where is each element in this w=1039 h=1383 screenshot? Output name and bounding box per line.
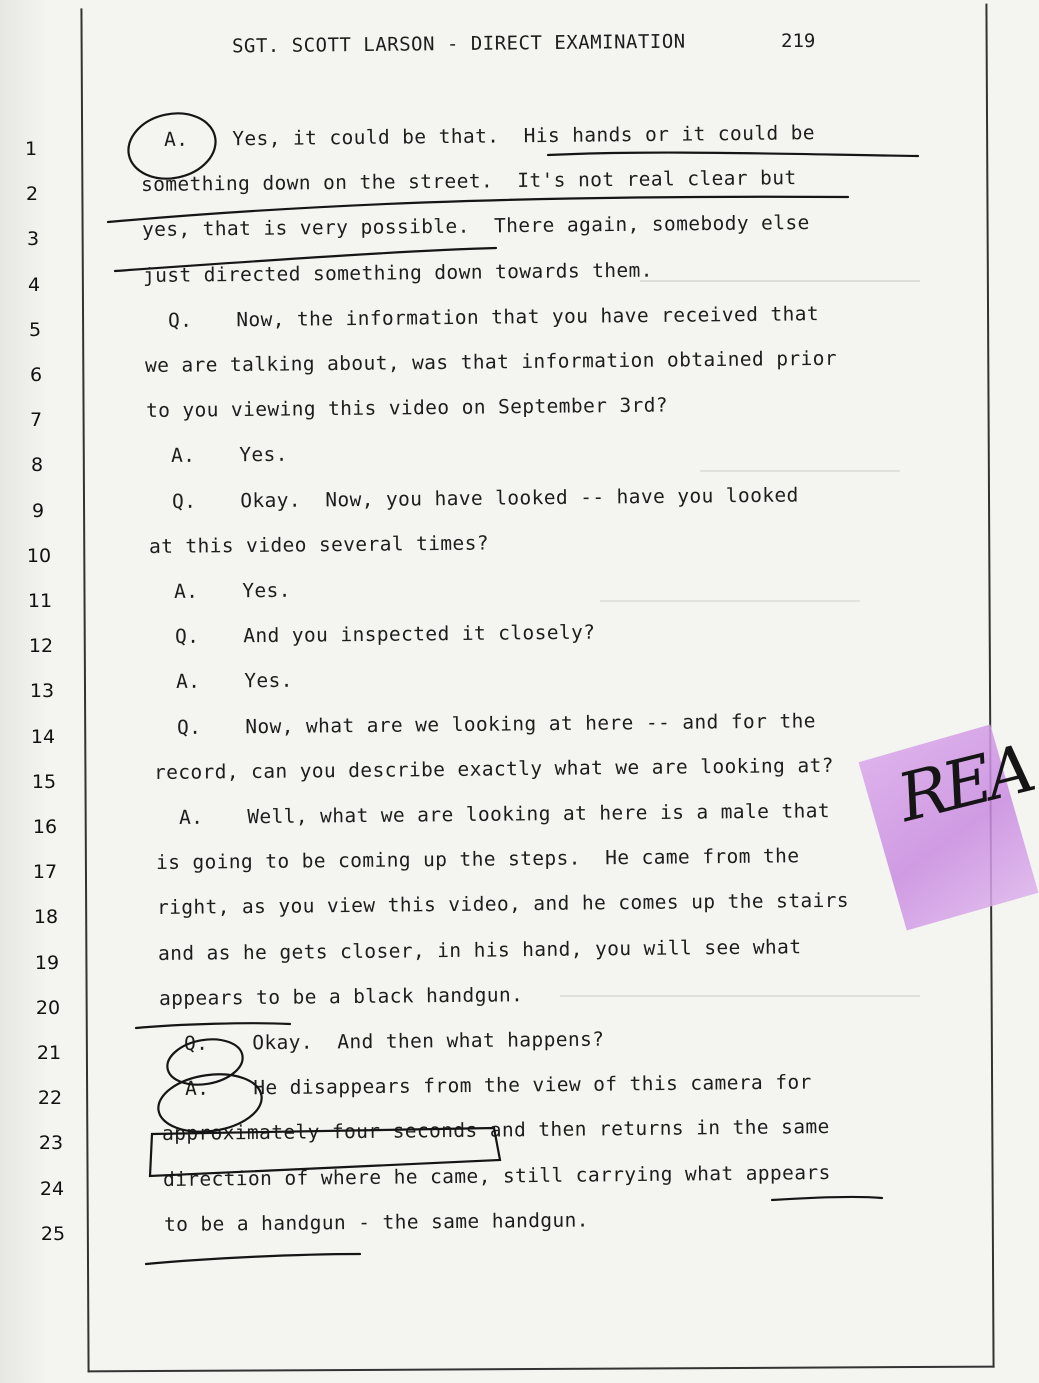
line-content: is going to be coming up the steps. He came from the (155, 844, 800, 875)
speaker-label: A. (178, 805, 204, 829)
line-content: to be a handgun - the same handgun. (163, 1208, 590, 1236)
line-number: 2 (25, 183, 39, 206)
line-number: 5 (28, 318, 42, 341)
line-number: 10 (26, 544, 52, 567)
page-title: SGT. SCOTT LARSON - DIRECT EXAMINATION (231, 30, 686, 58)
line-number: 20 (35, 996, 61, 1019)
line-number: 21 (36, 1042, 62, 1064)
speaker-label: Q. (176, 715, 202, 739)
line-content: Well, what we are looking at here is a male that (247, 799, 831, 829)
line-number: 3 (26, 228, 40, 251)
transcript-line (175, 621, 596, 648)
line-number: 4 (27, 273, 41, 296)
line-content: Now, what are we looking at here -- and for the (245, 708, 816, 738)
line-number: 24 (39, 1177, 65, 1200)
line-content: Yes. (239, 443, 288, 467)
transcript-line (164, 1208, 589, 1235)
speaker-label: Q. (174, 624, 200, 649)
line-number: 23 (38, 1132, 64, 1155)
line-number: 7 (29, 409, 43, 432)
line-content: Okay. And then what happens? (252, 1027, 605, 1055)
line-content: He disappears from the view of this camera for (253, 1070, 812, 1100)
line-content: just directed something down towards them. (142, 258, 653, 287)
line-content: something down on the street. It's not real clear but (140, 166, 797, 197)
line-content: Yes, it could be that. His hands or it could be (232, 121, 816, 151)
line-content: approximately four seconds and then returns in the same (161, 1115, 830, 1146)
line-number: 11 (27, 590, 53, 612)
handwritten-note-text: REA (890, 729, 1039, 838)
line-number: 25 (40, 1222, 66, 1245)
transcript-line (149, 531, 489, 558)
line-content: yes, that is very possible. There again, somebody else (141, 211, 810, 242)
line-content: Yes. (242, 578, 291, 603)
transcript-line (159, 983, 523, 1010)
line-content: Yes. (244, 669, 293, 693)
transcript-line (143, 258, 653, 286)
line-number: 1 (24, 138, 38, 160)
line-content: record, can you describe exactly what we are looking at? (153, 753, 834, 784)
line-number: 15 (31, 770, 57, 793)
transcript-line (174, 579, 291, 603)
line-content: to you viewing this video on September 3rd? (145, 393, 669, 423)
line-number: 14 (30, 725, 56, 748)
line-number: 19 (34, 951, 60, 974)
line-content: and as he gets closer, in his hand, you will see what (157, 934, 802, 965)
speaker-label: A. (184, 1076, 210, 1101)
transcript-line (176, 669, 293, 693)
line-number: 9 (31, 499, 45, 522)
speaker-label: Q. (167, 308, 193, 332)
transcript-line (184, 1028, 605, 1055)
speaker-label: A. (170, 444, 196, 468)
line-content: appears to be a black handgun. (158, 982, 524, 1010)
page-number: 219 (781, 30, 816, 52)
line-content: Okay. Now, you have looked -- have you looked (240, 483, 799, 512)
line-number: 17 (32, 861, 58, 884)
line-number: 22 (37, 1087, 63, 1110)
line-content: at this video several times? (148, 531, 490, 558)
line-content: direction of where he came, still carrying what appears (162, 1160, 831, 1191)
line-number: 6 (29, 364, 43, 386)
transcript-line (171, 443, 288, 467)
speaker-label: Q. (183, 1031, 209, 1055)
line-number: 13 (29, 680, 55, 703)
line-number: 12 (28, 635, 54, 658)
speaker-label: A. (163, 127, 189, 151)
line-content: Now, the information that you have received that (236, 301, 820, 332)
line-content: right, as you view this video, and he comes up the stairs (156, 889, 850, 920)
line-number: 8 (30, 454, 44, 477)
line-content: we are talking about, was that information obtained prior (144, 346, 838, 377)
speaker-label: A. (173, 579, 199, 603)
speaker-label: Q. (171, 489, 197, 513)
line-number: 16 (32, 816, 58, 838)
line-number: 18 (33, 906, 59, 929)
line-content: And you inspected it closely? (243, 620, 596, 648)
speaker-label: A. (175, 670, 201, 694)
